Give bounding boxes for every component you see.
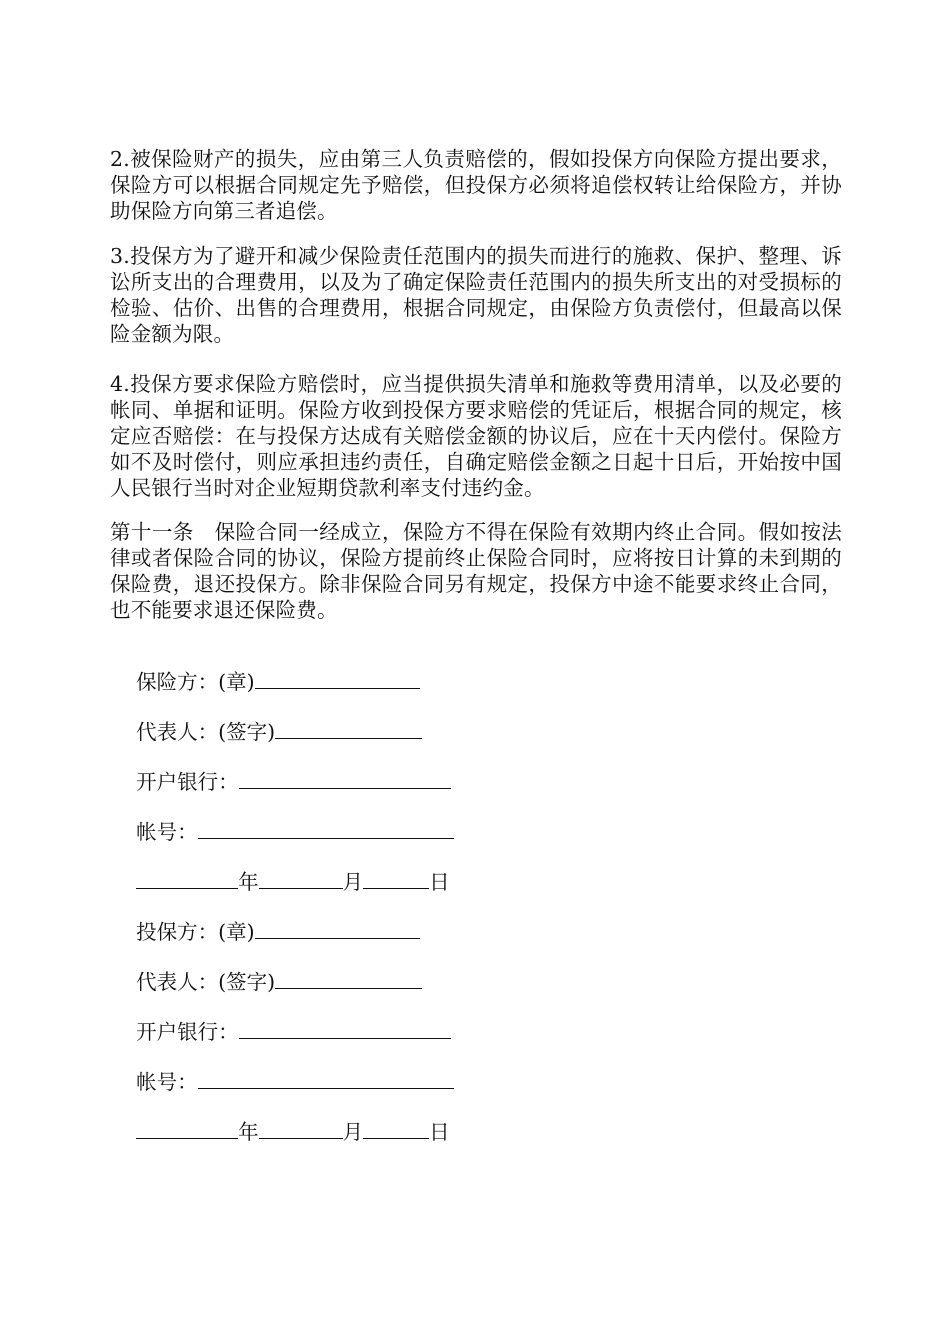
insured-account-blank[interactable] [198, 1068, 454, 1089]
insurer-month-blank[interactable] [259, 868, 343, 889]
insurer-year-blank[interactable] [136, 868, 238, 889]
clause-2: 2.被保险财产的损失，应由第三人负责赔偿的，假如投保方向保险方提出要求，保险方可以根据合同规定先予赔偿，但投保方必须将追偿权转让给保险方，并协助保险方向第三者追偿。 [110, 147, 842, 223]
insured-year-label: 年 [238, 1120, 259, 1144]
insured-bank-label: 开户银行： [136, 1020, 239, 1044]
insured-seal-label: 投保方：(章) [136, 920, 255, 944]
insured-rep-blank[interactable] [275, 968, 422, 989]
insured-month-blank[interactable] [259, 1118, 343, 1139]
insurer-seal-blank[interactable] [255, 668, 420, 689]
insured-account-label: 帐号： [136, 1070, 198, 1094]
insured-day-label: 日 [429, 1120, 450, 1144]
insurer-month-label: 月 [342, 870, 364, 894]
clause-3: 3.投保方为了避开和减少保险责任范围内的损失而进行的施救、保护、整理、诉讼所支出的合理费用，以及为了确定保险责任范围内的损失所支出的对受损标的检验、估价、出售的合理费用，根据合同规定，由保险方负责偿付，但最高以保险金额为限。 [110, 244, 842, 346]
insured-bank-blank[interactable] [239, 1018, 451, 1039]
insurer-account-blank[interactable] [198, 818, 454, 839]
insurer-day-blank[interactable] [363, 868, 429, 889]
insured-month-label: 月 [342, 1120, 364, 1144]
insurer-rep-blank[interactable] [275, 718, 422, 739]
insurer-seal-label: 保险方：(章) [136, 670, 255, 694]
insurer-bank-label: 开户银行： [136, 770, 239, 794]
insured-date-line [110, 1092, 450, 1171]
article-11: 第十一条 保险合同一经成立，保险方不得在保险有效期内终止合同。假如按法律或者保险合同的协议，保险方提前终止保险合同时，应将按日计算的未到期的保险费，退还投保方。除非保险合同另有规定，投保方中途不能要求终止合同，也不能要求退还保险费。 [110, 520, 842, 622]
insured-rep-label: 代表人：(签字) [136, 970, 276, 994]
clause-4: 4.投保方要求保险方赔偿时，应当提供损失清单和施救等费用清单，以及必要的帐同、单据和证明。保险方收到投保方要求赔偿的凭证后，根据合同的规定，核定应否赔偿：在与投保方达成有关赔偿金额的协议后，应在十天内偿付。保险方如不及时偿付，则应承担违约责任，自确定赔偿金额之日起十日后，开始按中国人民银行当时对企业短期贷款利率支付违约金。 [110, 372, 842, 500]
insured-day-blank[interactable] [363, 1118, 429, 1139]
insurer-bank-blank[interactable] [239, 768, 451, 789]
insurer-day-label: 日 [429, 870, 450, 894]
insurer-rep-label: 代表人：(签字) [136, 720, 276, 744]
insured-seal-blank[interactable] [255, 918, 420, 939]
insured-year-blank[interactable] [136, 1118, 238, 1139]
insurer-account-label: 帐号： [136, 820, 198, 844]
insurer-year-label: 年 [238, 870, 259, 894]
